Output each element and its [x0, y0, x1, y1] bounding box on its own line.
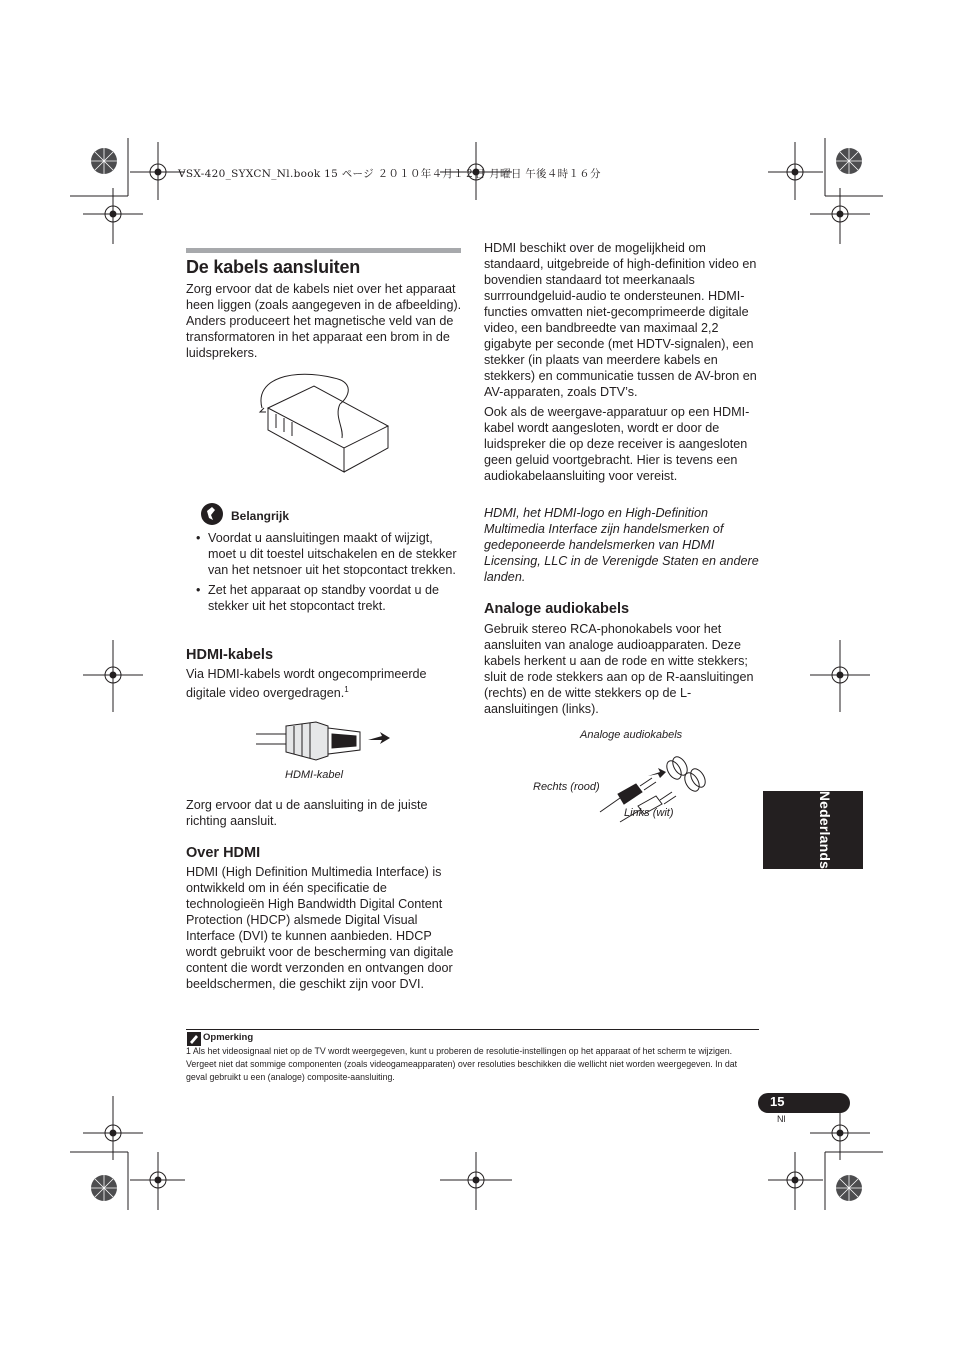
over-hdmi-heading: Over HDMI — [186, 845, 261, 861]
language-tab — [763, 791, 863, 869]
important-item: • Voordat u aansluitingen maakt of wijzigt, moet u dit toestel uitschakelen en de stekker van het netsnoer uit het stopcontact trekken. — [186, 530, 462, 578]
page-number: 15 — [770, 1094, 785, 1109]
section-title: De kabels aansluiten — [186, 257, 361, 277]
hdmi-cables-heading: HDMI-kabels — [186, 647, 274, 663]
analog-audio-text: Gebruik stereo RCA-phonokabels voor het aansluiten van analoge audioapparaten. Deze kabels herkent u aan de rode en witte stekkers; sluit de rode stekkers aan op de R-aansluitingen (rechts) en de witte stekkers op de L-aansluitingen (links). — [484, 622, 754, 716]
hdmi-audio-note-paragraph: Ook als de weergave-apparatuur op een HDMI-kabel wordt aangesloten, wordt er door de luidspreker die op deze receiver is aangesloten geen geluid voortgebracht. Hier is tevens een audiokabelaansluiting voor vereist. — [484, 405, 750, 483]
page-number-badge — [758, 1093, 850, 1113]
important-label: Belangrijk — [231, 509, 290, 523]
analog-audio-heading: Analoge audiokabels — [484, 601, 630, 617]
hdmi-direction-text: Zorg ervoor dat u de aansluiting in de juiste richting aansluit. — [186, 798, 428, 828]
over-hdmi-text: HDMI (High Definition Multimedia Interface) is ontwikkeld om in één specificatie de technologieën High Bandwidth Digital Content Protection (HDCP) alsmede Digital Visual Interface (DVI) te kunnen aanbieden. HDCP wordt gebruikt voor de bescherming van digitale content die wordt verzonden en ontvangen door beeldschermen, die geschikt zijn voor DVI. — [186, 865, 454, 991]
important-item: • Zet het apparaat op standby voordat u de stekker uit het stopcontact trekt. — [186, 582, 462, 614]
rca-cables-illustration — [600, 752, 710, 832]
note-text: 1 Als het videosignaal niet op de TV wordt weergegeven, kunt u proberen de resolutie-instellingen op het apparaat of het scherm te wijzigen. Vergeet niet dat sommige componenten (zoals videogameapparaten) over resoluties beschikken die wellicht niet worden weergegeven. In dat geval gebruikt u een (analoge) composite-aansluiting. — [186, 1046, 738, 1082]
cable-placement-illustration — [254, 368, 394, 478]
section-rule — [186, 248, 461, 253]
note-label: Opmerking — [203, 1032, 254, 1043]
analog-cables-caption: Analoge audiokabels — [580, 729, 683, 741]
language-tab-label: Nederlands — [817, 790, 833, 870]
note-icon — [187, 1032, 201, 1046]
important-icon — [200, 502, 224, 526]
intro-paragraph: Zorg ervoor dat de kabels niet over het apparaat heen liggen (zoals aangegeven in de afbeelding). Anders produceert het magnetische veld van de transformatoren in het apparaat een brom in de luidsprekers. — [186, 282, 462, 360]
hdmi-cables-body: Via HDMI-kabels wordt ongecomprimeerde digitale video overgedragen. — [186, 667, 427, 701]
footnote-rule — [186, 1029, 759, 1030]
footnote-ref: 1 — [344, 685, 349, 694]
hdmi-cable-illustration — [256, 712, 396, 762]
rca-right-label: Rechts (rood) — [533, 781, 600, 793]
trademark-paragraph: HDMI, het HDMI-logo en High-Definition Multimedia Interface zijn handelsmerken of gedeponeerde handelsmerken van HDMI Licensing, LLC in de Verenigde Staten en andere landen. — [484, 506, 759, 584]
important-list — [186, 530, 462, 618]
rca-left-label: Links (wit) — [624, 807, 674, 819]
page-language: Nl — [777, 1114, 786, 1124]
hdmi-features-paragraph: HDMI beschikt over de mogelijkheid om standaard, uitgebreide of high-definition video en bovendien standaard tot meerkanaals surrroundgeluid-audio te ondersteunen. HDMI-functies omvatten niet-gecomprimeerde digitale video, een bandbreedte van maximaal 2,2 gigabyte per seconde (met HDTV-signalen), een stekker (in plaats van meerdere kabels en stekkers) en communicatie tussen de AV-bron en AV-apparaten, zoals DTV’s. — [484, 241, 757, 399]
hdmi-cable-caption: HDMI-kabel — [285, 769, 344, 781]
hdmi-cables-text — [186, 666, 462, 701]
print-header: VSX-420_SYXCN_Nl.book 15 ページ ２０１０年４月１２日 月曜日 午後４時１６分 — [178, 168, 601, 180]
